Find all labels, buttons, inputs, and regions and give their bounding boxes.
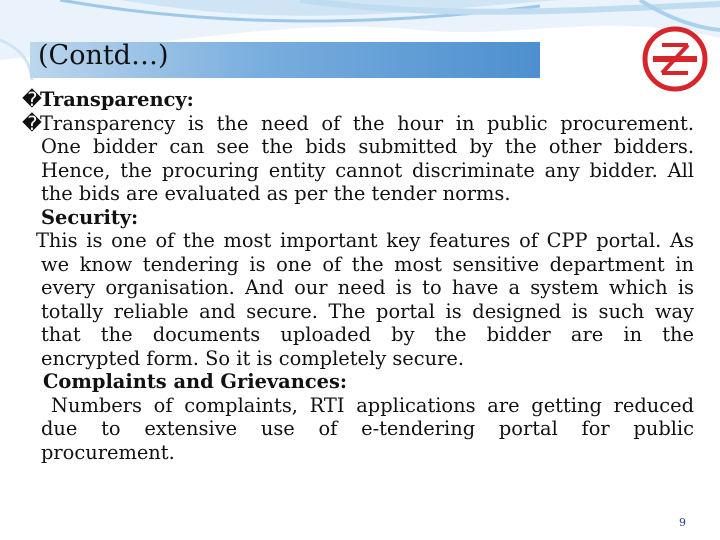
bullet-icon: � bbox=[22, 111, 42, 135]
transparency-line: One bidder can see the bids submitted by the other bidders. bbox=[41, 135, 694, 158]
security-line: This is one of the most important key features of CPP portal. As bbox=[36, 229, 694, 252]
heading-complaints: Complaints and Grievances: bbox=[43, 370, 348, 393]
transparency-line: Transparency is the need of the hour in public procurement. bbox=[40, 111, 694, 135]
security-line: encrypted form. So it is completely secure. bbox=[41, 346, 465, 370]
complaints-line: Numbers of complaints, RTI applications are getting reduced bbox=[51, 393, 694, 417]
security-line: we know tendering is one of the most sensitive department in bbox=[41, 252, 694, 276]
heading-transparency: Transparency: bbox=[40, 88, 194, 111]
bullet-line bbox=[22, 112, 694, 136]
security-line: that the documents uploaded by the bidder are in the bbox=[41, 323, 694, 346]
complaints-line: due to extensive use of e-tendering portal for public bbox=[41, 417, 694, 440]
heading-security: Security: bbox=[41, 205, 139, 229]
slide-content bbox=[22, 88, 694, 464]
security-line: totally reliable and secure. The portal is designed is such way bbox=[41, 299, 694, 323]
slide-title: (Contd…) bbox=[38, 40, 169, 71]
metro-logo-icon bbox=[638, 22, 712, 96]
page-number: 9 bbox=[679, 516, 686, 529]
bullet-line bbox=[22, 88, 694, 112]
bullet-icon: � bbox=[22, 88, 42, 111]
security-line: every organisation. And our need is to have a system which is bbox=[41, 276, 694, 299]
transparency-line: Hence, the procuring entity cannot discriminate any bidder. All bbox=[41, 158, 694, 182]
transparency-line: the bids are evaluated as per the tender norms. bbox=[41, 182, 511, 205]
complaints-line: procurement. bbox=[41, 440, 175, 464]
